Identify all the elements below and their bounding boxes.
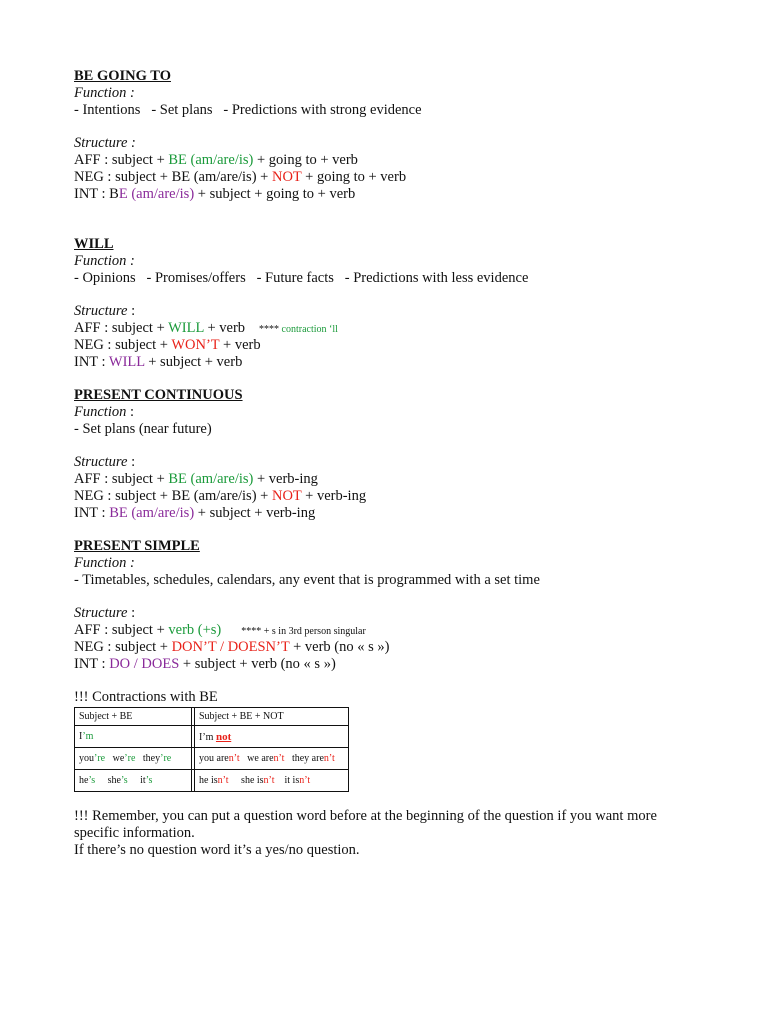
reminder-paragraph: !!! Remember, you can put a question word before at the beginning of the question if you want more specific information. <box>74 808 657 841</box>
table-cell: he’s she’s it’s <box>75 770 192 792</box>
aff-line: AFF : subject + WILL + verb **** contraction ‘ll <box>74 320 338 336</box>
table-cell: I’m not <box>195 726 349 748</box>
third-person-note: **** + s in 3rd person singular <box>241 626 366 637</box>
neg-line: NEG : subject + BE (am/are/is) + NOT + going to + verb <box>74 169 407 185</box>
table-cell: you aren’t we aren’t they aren’t <box>195 748 349 770</box>
reminder-yes-no: If there’s no question word it’s a yes/no question. <box>74 842 360 858</box>
neg-line: NEG : subject + WON’T + verb <box>74 337 261 353</box>
function-label: Function : <box>74 85 135 101</box>
contraction-note: **** contraction ‘ll <box>259 324 338 335</box>
function-label: Function : <box>74 253 135 269</box>
contractions-heading: !!! Contractions with BE <box>74 689 218 705</box>
int-line: INT : WILL + subject + verb <box>74 354 243 370</box>
function-label: Function : <box>74 404 135 420</box>
int-line: INT : BE (am/are/is) + subject + verb-ing <box>74 505 316 521</box>
table-row <box>75 726 349 748</box>
aff-line: AFF : subject + BE (am/are/is) + going to + verb <box>74 152 358 168</box>
neg-line: NEG : subject + DON’T / DOESN’T + verb (no « s ») <box>74 639 390 655</box>
function-text: - Timetables, schedules, calendars, any event that is programmed with a set time <box>74 572 540 588</box>
structure-label: Structure : <box>74 605 136 621</box>
structure-label: Structure : <box>74 135 136 151</box>
table-cell: you’re we’re they’re <box>75 748 192 770</box>
table-row <box>75 770 349 792</box>
function-text: - Set plans (near future) <box>74 421 212 437</box>
aff-line: AFF : subject + BE (am/are/is) + verb-ing <box>74 471 318 487</box>
table-row <box>75 748 349 770</box>
function-label: Function : <box>74 555 135 571</box>
structure-label: Structure : <box>74 303 136 319</box>
int-line: INT : DO / DOES + subject + verb (no « s ») <box>74 656 336 672</box>
section-title-present-simple: PRESENT SIMPLE <box>74 538 200 554</box>
function-text: - Opinions - Promises/offers - Future facts - Predictions with less evidence <box>74 270 529 286</box>
table-row <box>75 708 349 726</box>
section-title-present-continuous: PRESENT CONTINUOUS <box>74 387 243 403</box>
aff-line: AFF : subject + verb (+s) **** + s in 3rd person singular <box>74 622 366 638</box>
section-title-will: WILL <box>74 236 114 252</box>
function-text: - Intentions - Set plans - Predictions with strong evidence <box>74 102 422 118</box>
structure-label: Structure : <box>74 454 136 470</box>
table-header-cell: Subject + BE + NOT <box>195 708 349 726</box>
int-line: INT : BE (am/are/is) + subject + going to + verb <box>74 186 356 202</box>
table-header-cell: Subject + BE <box>75 708 192 726</box>
contractions-table <box>74 707 349 792</box>
section-title-going-to: BE GOING TO <box>74 68 171 84</box>
document-page <box>74 68 694 859</box>
neg-line: NEG : subject + BE (am/are/is) + NOT + verb-ing <box>74 488 367 504</box>
table-cell: he isn’t she isn’t it isn’t <box>195 770 349 792</box>
table-cell: I’m <box>75 726 192 748</box>
